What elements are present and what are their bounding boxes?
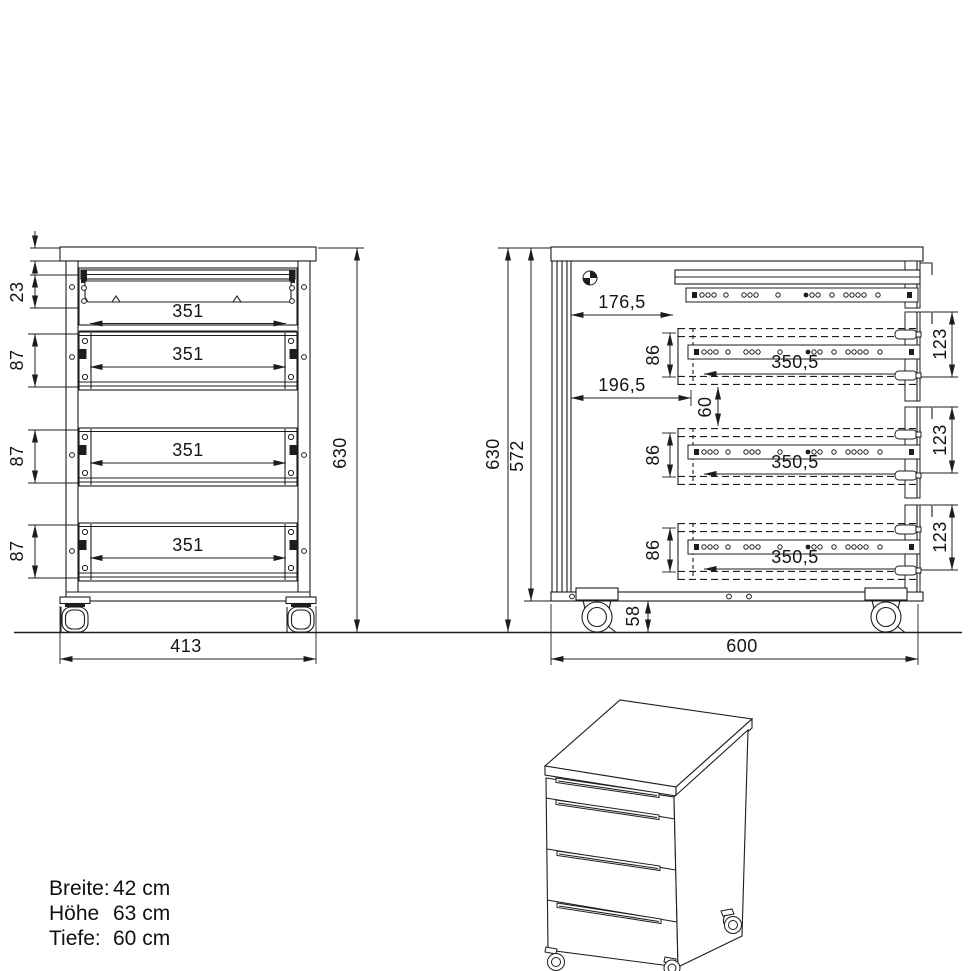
caster-icon — [865, 588, 907, 633]
dim-depth: 600 — [726, 636, 758, 656]
dim-slide-length-1: 350,5 — [771, 352, 819, 372]
dim-drawer-spacing-2: 87 — [7, 445, 27, 467]
dim-slide-length-2: 350,5 — [771, 452, 819, 472]
spec-label: Breite: — [49, 877, 110, 900]
dim-slide-offset-3: 86 — [643, 539, 663, 561]
lock-icon — [583, 271, 597, 285]
dim-caster-height: 58 — [623, 605, 643, 627]
spec-label: Höhe — [49, 902, 100, 925]
dim-drawer-width-2: 351 — [172, 344, 204, 364]
dim-front-height: 630 — [330, 437, 350, 469]
dim-front-width: 413 — [170, 636, 202, 656]
caster-icon — [576, 588, 618, 633]
dim-slide-offset-1: 86 — [643, 344, 663, 366]
spec-value: 63 cm — [113, 902, 171, 925]
dim-drawer-width-4: 351 — [172, 535, 204, 555]
dim-carcass-height: 572 — [507, 440, 527, 472]
slide-offset-dimensions — [643, 333, 676, 572]
front-height-dimensions — [921, 312, 958, 570]
dim-drawer-spacing-3: 87 — [7, 540, 27, 562]
dim-side-height: 630 — [483, 438, 503, 470]
dim-front-height-2: 123 — [930, 424, 950, 456]
caster-icon — [60, 597, 90, 632]
dim-drawer-spacing-1: 87 — [7, 349, 27, 371]
spec-row-hoehe — [49, 901, 170, 926]
spec-row-tiefe — [49, 926, 170, 951]
dim-slide-offset-2: 86 — [643, 444, 663, 466]
spec-value: 42 cm — [113, 877, 171, 900]
perspective-view — [545, 700, 752, 971]
side-view — [483, 247, 958, 665]
dim-drawer-gap: 60 — [695, 396, 715, 418]
dim-drawer-width-1: 351 — [172, 301, 204, 321]
dim-top-offset: 23 — [7, 281, 27, 303]
front-view — [7, 231, 364, 664]
specs-panel — [49, 876, 170, 951]
hanger-hook-icon — [920, 263, 932, 275]
dim-front-height-1: 123 — [930, 328, 950, 360]
dim-top-slide-inset: 176,5 — [598, 292, 646, 312]
spec-label: Tiefe: — [49, 927, 101, 950]
spec-row-breite — [49, 876, 170, 901]
top-panel — [60, 247, 316, 261]
top-panel — [551, 247, 923, 261]
caster-icon — [286, 597, 316, 632]
side-top-slide — [675, 270, 920, 302]
front-drawer-1 — [79, 268, 297, 331]
dim-drawer-inset: 196,5 — [598, 375, 646, 395]
spec-value: 60 cm — [113, 927, 171, 950]
dim-front-height-3: 123 — [930, 521, 950, 553]
dim-slide-length-3: 350,5 — [771, 547, 819, 567]
dim-drawer-width-3: 351 — [172, 440, 204, 460]
